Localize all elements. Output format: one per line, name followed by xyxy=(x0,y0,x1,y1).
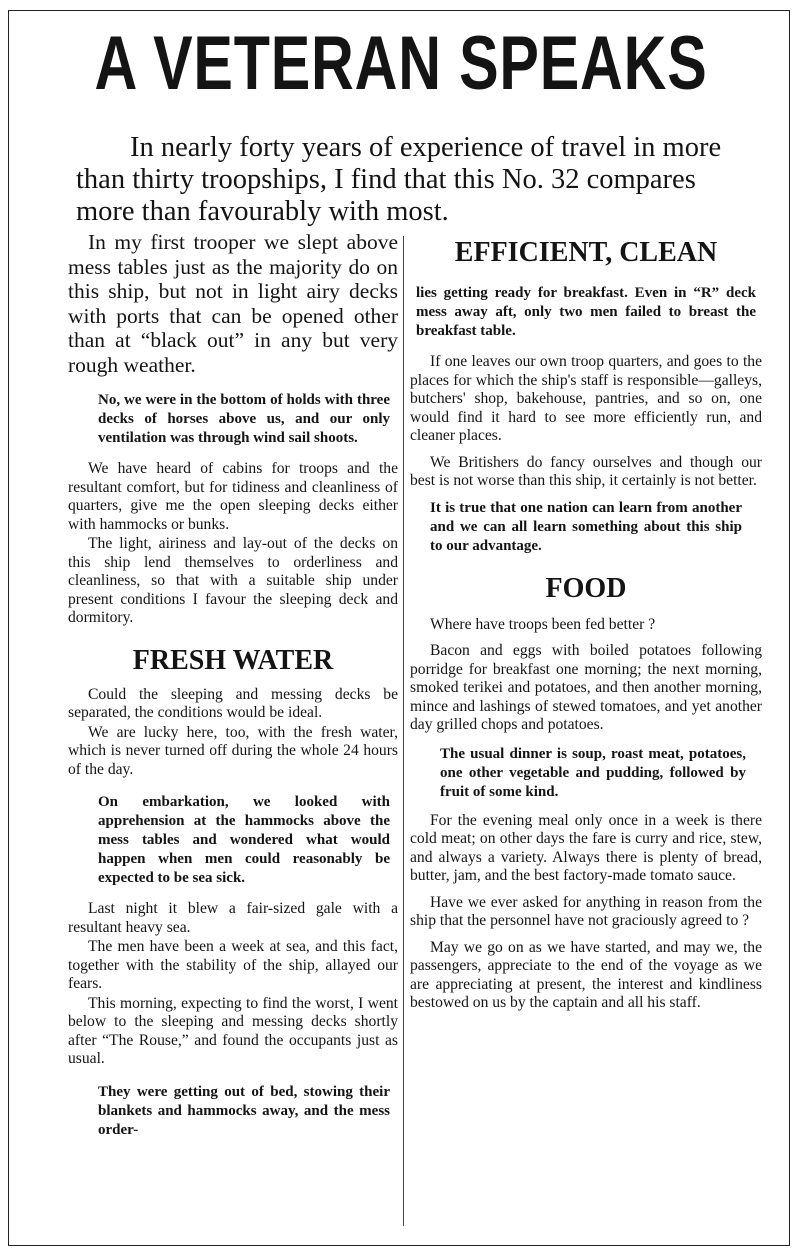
right-bold-paragraph-3: The usual dinner is soup, roast meat, potatoes, one other vegetable and pudding, followed by fruit of some kind. xyxy=(440,745,746,800)
right-paragraph-8: For the evening meal only once in a week is there cold meat; on other days the fare is curry and rice, stew, and always a variety. Always there is plenty of bread, butter, jam, and the best factory-made tomato sauce. xyxy=(410,811,762,884)
left-paragraph-9: The men have been a week at sea, and this fact, together with the stability of the ship, allayed our fears. xyxy=(68,938,398,992)
right-paragraph-6: Bacon and eggs with boiled potatoes following porridge for breakfast one morning; the next morning, smoked terikei and potatoes, and then another morning, mince and lashings of stewed tomatoes, and yet another day grilled chops and potatoes. xyxy=(410,642,762,733)
right-column xyxy=(410,236,762,1013)
left-bold-paragraph-3: They were getting out of bed, stowing their blankets and hammocks away, and the mess order- xyxy=(98,1083,390,1138)
left-paragraph-5: Could the sleeping and messing decks be separated, the conditions would be ideal. xyxy=(68,685,398,721)
right-paragraph-3: We Britishers do fancy ourselves and though our best is not worse than this ship, it certainly is not better. xyxy=(410,453,762,489)
headline: A VETERAN SPEAKS xyxy=(94,21,708,106)
lead-paragraph xyxy=(76,132,756,228)
left-bold-paragraph-2: On embarkation, we looked with apprehension at the hammocks above the mess tables and wondered what would happen when men could reasonably be expected to be sea sick. xyxy=(98,794,390,886)
left-paragraph-10: This morning, expecting to find the worst, I went below to the sleeping and messing decks shortly after “The Rouse,” and found the occupants just as usual. xyxy=(68,994,398,1067)
right-paragraph-9: Have we ever asked for anything in reason from the ship that the personnel have not graciously agreed to ? xyxy=(410,893,762,929)
right-paragraph-10: May we go on as we have started, and may we, the passengers, appreciate to the end of the voyage as we are appreciating at present, the interest and kindliness bestowed on us by the captain and all his staff. xyxy=(410,938,762,1011)
lead-text: In nearly forty years of experience of travel in more than thirty troopships, I find that this No. 32 compares more than favourably with most. xyxy=(76,132,722,227)
column-divider xyxy=(403,236,404,1226)
left-paragraph-1: In my first trooper we slept above mess tables just as the majority do on this ship, but not in light airy decks with ports that can be opened other than at “black out” in any but very rough weather. xyxy=(68,230,398,377)
subheading-fresh-water: FRESH WATER xyxy=(132,644,334,676)
subheading-food: FOOD xyxy=(545,572,627,604)
subheading-efficient-clean: EFFICIENT, CLEAN xyxy=(454,237,718,268)
left-paragraph-4: The light, airiness and lay-out of the decks on this ship lend themselves to orderliness and cleanliness, so that with a suitable ship under present conditions I favour the sleeping deck and dormitory. xyxy=(68,535,398,626)
left-bold-paragraph-1: No, we were in the bottom of holds with three decks of horses above us, and our only ventilation was through wind sail shoots. xyxy=(98,392,390,446)
right-bold-paragraph-2: It is true that one nation can learn from another and we can all learn something about this ship to our advantage. xyxy=(430,499,742,554)
left-paragraph-8: Last night it blew a fair-sized gale with a resultant heavy sea. xyxy=(68,900,398,936)
left-column xyxy=(68,230,398,1140)
left-paragraph-3: We have heard of cabins for troops and the resultant comfort, but for tidiness and cleanliness of quarters, give me the open sleeping decks either with hammocks or bunks. xyxy=(68,460,398,533)
left-paragraph-6: We are lucky here, too, with the fresh water, which is never turned off during the whole 24 hours of the day. xyxy=(68,723,398,778)
right-paragraph-2: If one leaves our own troop quarters, and goes to the places for which the ship's staff is responsible—galleys, butchers' shop, bakehouse, pantries, and so on, one would find it hard to see more efficiently run, and cleaner places. xyxy=(410,353,762,444)
right-bold-paragraph-1: lies getting ready for breakfast. Even in “R” deck mess away aft, only two men failed to breast the breakfast table. xyxy=(416,285,756,339)
right-paragraph-5: Where have troops been fed better ? xyxy=(430,615,656,633)
